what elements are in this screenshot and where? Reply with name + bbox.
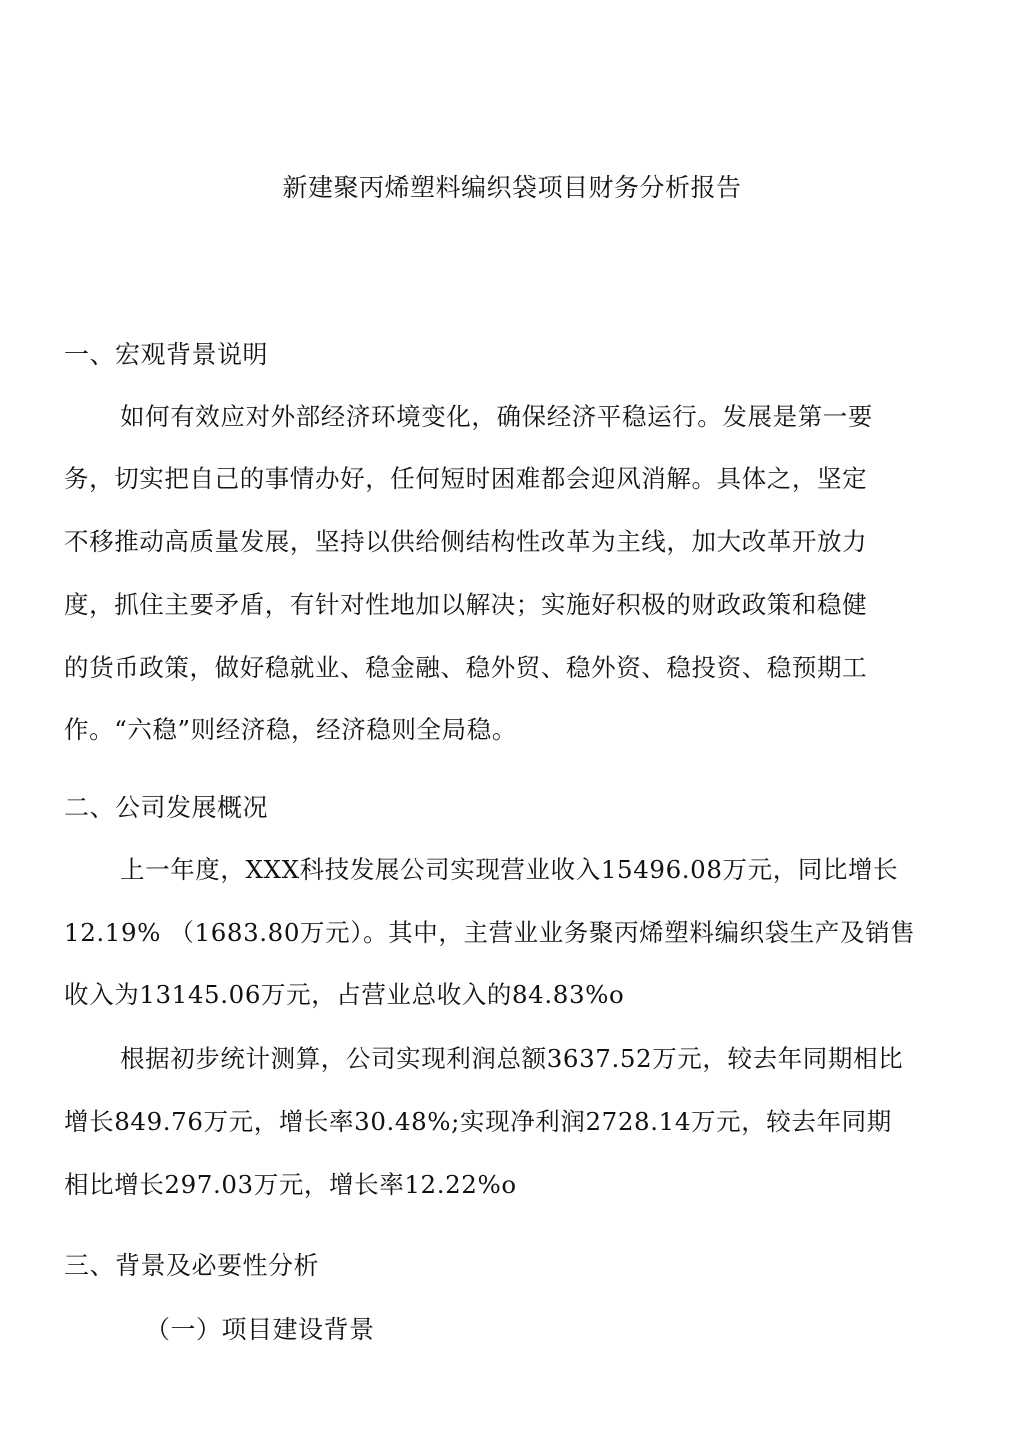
section-heading-1: 一、宏观背景说明 <box>64 340 269 369</box>
paragraph-line: 上一年度，XXX科技发展公司实现营业收入15496.08万元，同比增长 <box>120 855 899 884</box>
paragraph-line: 作。“六稳”则经济稳，经济稳则全局稳。 <box>64 715 517 744</box>
paragraph-line: 收入为13145.06万元，占营业总收入的84.83%o <box>64 980 625 1009</box>
paragraph-line: 不移推动高质量发展，坚持以供给侧结构性改革为主线，加大改革开放力 <box>64 527 868 556</box>
section-heading-2: 二、公司发展概况 <box>64 793 269 822</box>
section-heading-3: 三、背景及必要性分析 <box>64 1251 320 1280</box>
paragraph-line: 12.19% （1683.80万元）。其中，主营业业务聚丙烯塑料编织袋生产及销售 <box>64 918 916 947</box>
paragraph-line: 如何有效应对外部经济环境变化，确保经济平稳运行。发展是第一要 <box>120 402 873 431</box>
paragraph-line: 的货币政策，做好稳就业、稳金融、稳外贸、稳外资、稳投资、稳预期工 <box>64 653 868 682</box>
document-title: 新建聚丙烯塑料编织袋项目财务分析报告 <box>282 173 742 202</box>
paragraph-line: 度，抓住主要矛盾，有针对性地加以解决；实施好积极的财政政策和稳健 <box>64 590 868 619</box>
subsection-heading: （一）项目建设背景 <box>145 1315 375 1344</box>
paragraph-line: 根据初步统计测算，公司实现利润总额3637.52万元，较去年同期相比 <box>120 1044 904 1073</box>
paragraph-line: 相比增长297.03万元，增长率12.22%o <box>64 1170 517 1199</box>
paragraph-line: 务，切实把自己的事情办好，任何短时困难都会迎风消解。具体之，坚定 <box>64 464 868 493</box>
paragraph-line: 增长849.76万元，增长率30.48%;实现净利润2728.14万元，较去年同期 <box>64 1107 892 1136</box>
